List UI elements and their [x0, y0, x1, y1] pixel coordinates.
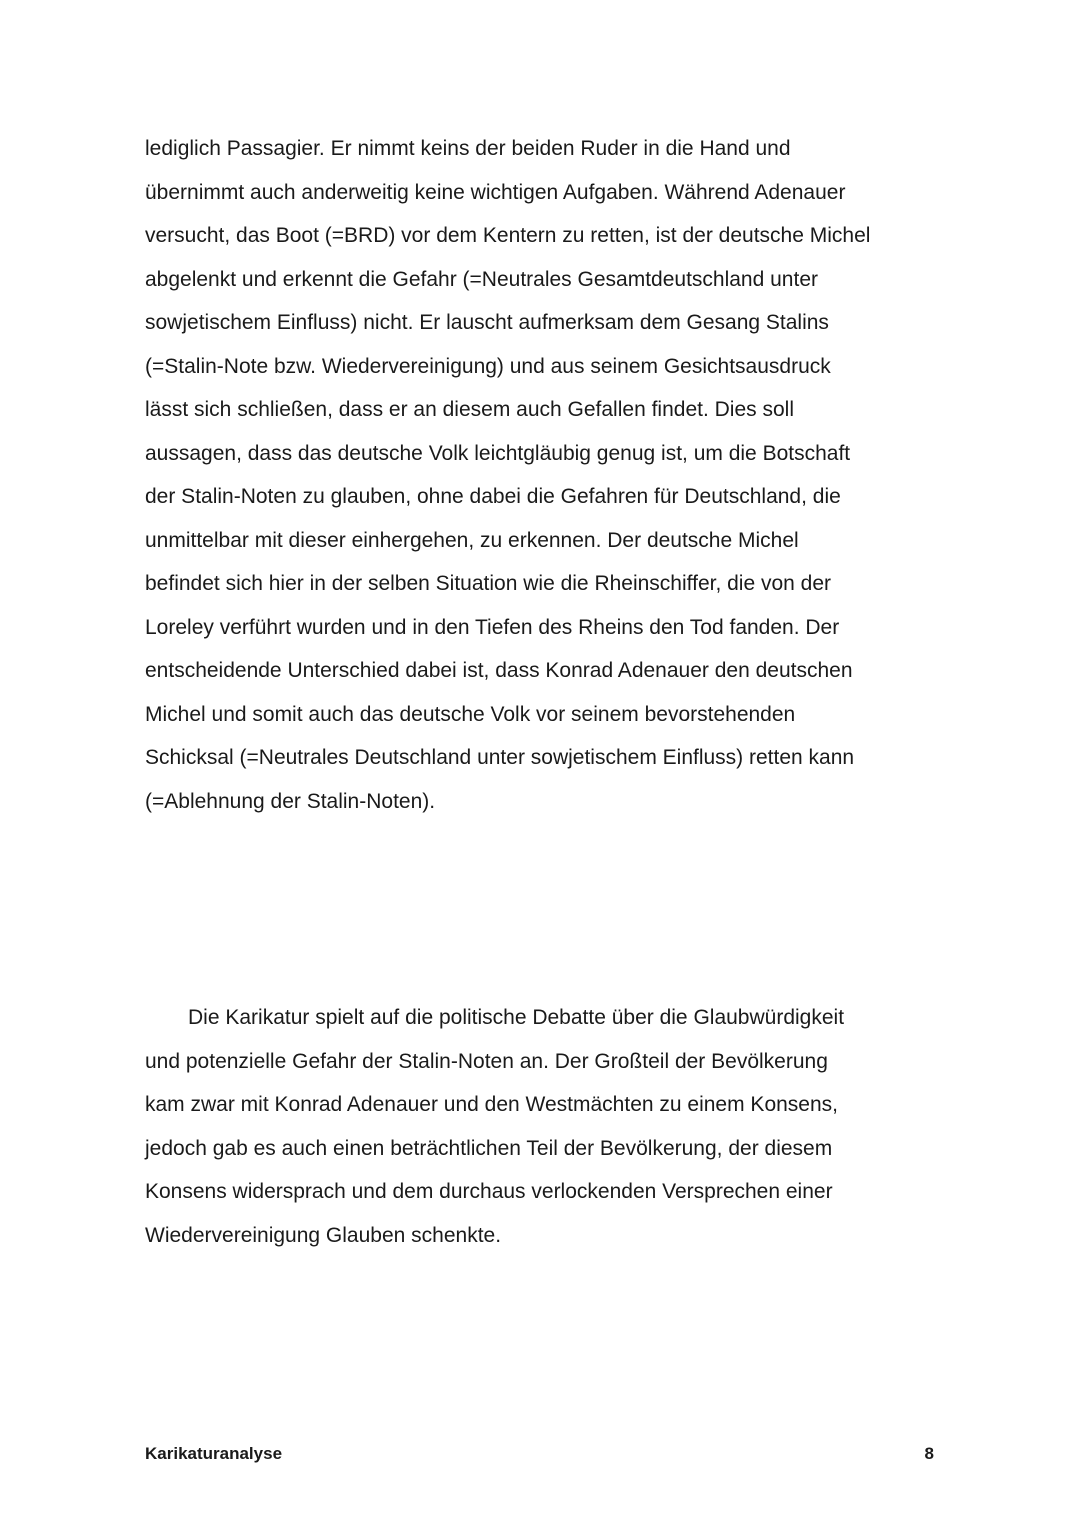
text-line: jedoch gab es auch einen beträchtlichen Teil der Bevölkerung, der diesem	[145, 1136, 833, 1160]
text-line: unmittelbar mit dieser einhergehen, zu erkennen. Der deutsche Michel	[145, 528, 799, 552]
text-line: übernimmt auch anderweitig keine wichtigen Aufgaben. Während Adenauer	[145, 180, 846, 204]
text-line: lediglich Passagier. Er nimmt keins der beiden Ruder in die Hand und	[145, 137, 791, 160]
text-line: entscheidende Unterschied dabei ist, dass Konrad Adenauer den deutschen	[145, 659, 853, 682]
text-line: lässt sich schließen, dass er an diesem auch Gefallen findet. Dies soll	[145, 398, 794, 421]
body-paragraph-2	[145, 996, 945, 1257]
text-line: versucht, das Boot (=BRD) vor dem Kentern zu retten, ist der deutsche Michel	[145, 224, 871, 247]
text-line: aussagen, dass das deutsche Volk leichtgläubig genug ist, um die Botschaft	[145, 441, 851, 465]
text-line: Michel und somit auch das deutsche Volk vor seinem bevorstehenden	[145, 702, 796, 726]
text-line: Konsens widersprach und dem durchaus verlockenden Versprechen einer	[145, 1180, 833, 1203]
text-line: kam zwar mit Konrad Adenauer und den Westmächten zu einem Konsens,	[145, 1093, 838, 1116]
footer-page-number: 8	[924, 1444, 934, 1463]
text-line: Schicksal (=Neutrales Deutschland unter sowjetischem Einfluss) retten kann	[145, 746, 855, 769]
text-line: der Stalin-Noten zu glauben, ohne dabei die Gefahren für Deutschland, die	[145, 485, 841, 508]
text-line: Wiedervereinigung Glauben schenkte.	[145, 1223, 502, 1247]
text-line: befindet sich hier in der selben Situation wie die Rheinschiffer, die von der	[145, 572, 832, 595]
text-line: sowjetischem Einfluss) nicht. Er lauscht aufmerksam dem Gesang Stalins	[145, 311, 829, 334]
text-line: (=Stalin-Note bzw. Wiedervereinigung) und aus seinem Gesichtsausdruck	[145, 354, 831, 378]
text-line: Loreley verführt wurden und in den Tiefen des Rheins den Tod fanden. Der	[145, 615, 840, 639]
text-line: abgelenkt und erkennt die Gefahr (=Neutrales Gesamtdeutschland unter	[145, 267, 818, 291]
body-paragraph-1	[145, 127, 945, 823]
text-line: und potenzielle Gefahr der Stalin-Noten an. Der Großteil der Bevölkerung	[145, 1049, 828, 1073]
footer-document-title: Karikaturanalyse	[145, 1444, 283, 1463]
text-line: Die Karikatur spielt auf die politische Debatte über die Glaubwürdigkeit	[188, 1006, 845, 1029]
text-line: (=Ablehnung der Stalin-Noten).	[145, 789, 436, 813]
